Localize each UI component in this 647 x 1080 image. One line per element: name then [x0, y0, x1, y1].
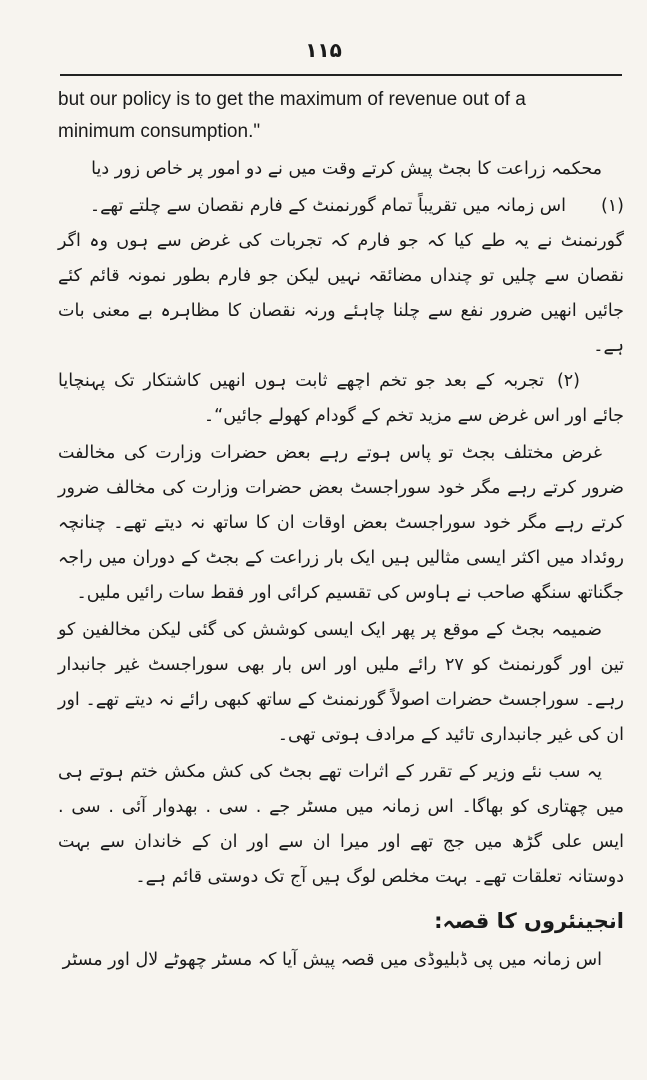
page-number: ۱۱۵ [305, 38, 342, 62]
paragraph-new-minister: یہ سب نئے وزیر کے تقرر کے اثرات تھے بجٹ کی کش مکش ختم ہوتے ہی میں چھتاری کو بھاگا۔ اس زمانہ میں مسٹر جے . سی . بھدوار آئی . سی . ایس علی گڑھ میں جج تھے اور میرا ان سے اور ان کے خاندان سے بہت دوستانہ تعلقات تھے۔ بہت مخلص لوگ ہیں آج تک دوستی قائم ہے۔ [58, 762, 624, 887]
point-1-text: اس زمانہ میں تقریباً تمام گورنمنٹ کے فارم نقصان سے چلتے تھے۔ [89, 196, 566, 216]
paragraph-government-farms: گورنمنٹ نے یہ طے کیا کہ جو فارم کہ تجربات کی غرض سے ہوں وہ اگر نقصان سے چلیں تو چنداں مضائقہ نہیں لیکن جو فارم بطور نمونہ قائم کئے جائیں انھیں ضرور نفع سے چلنا چاہئے ورنہ نقصان کا مظاہرہ بے معنی بات ہے۔ [58, 231, 624, 356]
paragraph-budget-intro: محکمہ زراعت کا بجٹ پیش کرتے وقت میں نے دو امور پر خاص زور دیا [91, 159, 602, 179]
paragraph-budgets-passed: غرض مختلف بجٹ تو پاس ہوتے رہے بعض حضرات وزارت کی مخالفت ضرور کرتے رہے مگر خود سوراجسٹ بعض حضرات وزارت کی مخالف ضرور کرتے رہے مگر خود سوراجسٹ بعض اوقات ان کا ساتھ نہ دیتے تھے۔ چنانچہ روئداد میں اکثر ایسی مثالیں ہیں ایک بار زراعت کے بجٹ کے دوران میں راجہ جگناتھ سنگھ صاحب نے ہاوس کی تقسیم کرائی اور فقط سات رائیں ملیں۔ [58, 443, 624, 603]
paragraph-point-2 [58, 364, 624, 434]
english-quote [58, 84, 624, 148]
paragraph-point-1 [58, 189, 624, 224]
page-body [58, 84, 624, 978]
paragraph-pwd-story: اس زمانہ میں پی ڈبلیوڈی میں قصہ پیش آیا کہ مسٹر چھوٹے لال اور مسٹر [62, 950, 602, 970]
header-rule [60, 74, 622, 76]
point-2-number: (۲) [556, 371, 580, 391]
section-heading: انجینئروں کا قصہ: [434, 909, 624, 933]
english-quote-line-2: minimum consumption." [58, 121, 261, 142]
english-quote-line-1: but our policy is to get the maximum of revenue out of a [58, 89, 526, 110]
point-2-text: تجربہ کے بعد جو تخم اچھے ثابت ہوں انھیں کاشتکار تک پہنچایا جائے اور اس غرض سے مزید تخم کے گودام کھولے جائیں“۔ [58, 371, 624, 426]
paragraph-supplementary-budget: ضمیمہ بجٹ کے موقع پر پھر ایک ایسی کوشش کی گئی لیکن مخالفین کو تین اور گورنمنٹ کو ۲۷ رائے ملیں اور اس بار بھی سوراجسٹ غیر جانبدار رہے۔ سوراجسٹ حضرات اصولاً گورنمنٹ کے ساتھ کبھی رائے نہ دیتے تھے۔ اور ان کی غیر جانبداری تائید کے مرادف ہوتی تھی۔ [58, 620, 624, 745]
point-1-number: (۱) [600, 196, 624, 216]
